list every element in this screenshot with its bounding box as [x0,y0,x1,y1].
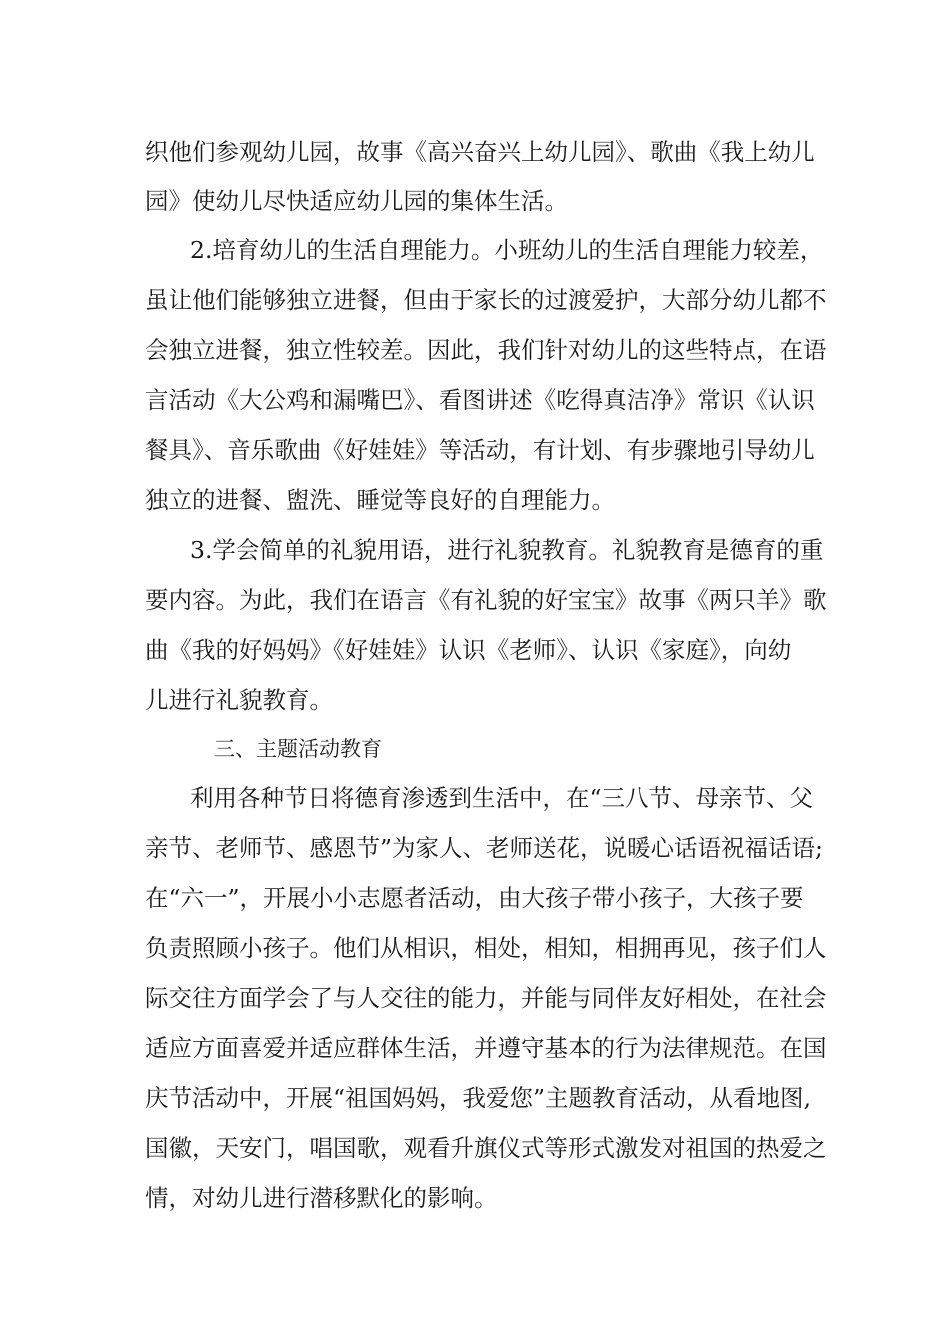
text-line: 2.培育幼儿的生活自理能力。小班幼儿的生活自理能力较差， [190,236,824,264]
text-line: 3.学会简单的礼貌用语，进行礼貌教育。礼貌教育是德育的重 [190,536,824,564]
text-line: 虽让他们能够独立进餐，但由于家长的过渡爱护，大部分幼儿都不 [145,286,827,314]
text-line: 园》使幼儿尽快适应幼儿园的集体生活。 [145,187,568,215]
text-line: 适应方面喜爱并适应群体生活，并遵守基本的行为法律规范。在国 [145,1034,827,1062]
text-line: 国徽，天安门，唱国歌，观看升旗仪式等形式激发对祖国的热爱之 [145,1134,827,1162]
text-line: 言活动《大公鸡和漏嘴巴》、看图讲述《吃得真洁净》常识《认识 [145,386,815,414]
text-line: 独立的进餐、盥洗、睡觉等良好的自理能力。 [145,486,615,514]
text-line: 在“六一”，开展小小志愿者活动，由大孩子带小孩子，大孩子要 [145,884,804,912]
section-heading: 三、主题活动教育 [214,737,382,761]
text-line: 餐具》、音乐歌曲《好娃娃》等活动，有计划、有步骤地引导幼儿 [145,436,815,464]
text-line: 庆节活动中，开展“祖国妈妈，我爱您”主题教育活动，从看地图, [145,1084,811,1112]
text-line: 会独立进餐，独立性较差。因此，我们针对幼儿的这些特点，在语 [145,336,827,364]
text-line: 要内容。为此，我们在语言《有礼貌的好宝宝》故事《两只羊》歌 [145,586,827,614]
text-line: 负责照顾小孩子。他们从相识，相处，相知，相拥再见，孩子们人 [145,934,827,962]
text-line: 曲《我的好妈妈》《好娃娃》认识《老师》、认识《家庭》，向幼 [145,636,792,664]
text-line: 情，对幼儿进行潜移默化的影响。 [145,1184,498,1212]
text-line: 织他们参观幼儿园，故事《高兴奋兴上幼儿园》、歌曲《我上幼儿 [145,138,815,166]
text-line: 儿进行礼貌教育。 [145,686,333,714]
text-line: 亲节、老师节、感恩节”为家人、老师送花，说暖心话语祝福话语; [145,834,823,862]
text-line: 利用各种节日将德育渗透到生活中，在“三八节、母亲节、父 [190,784,814,812]
text-line: 际交往方面学会了与人交往的能力，并能与同伴友好相处，在社会 [145,984,827,1012]
